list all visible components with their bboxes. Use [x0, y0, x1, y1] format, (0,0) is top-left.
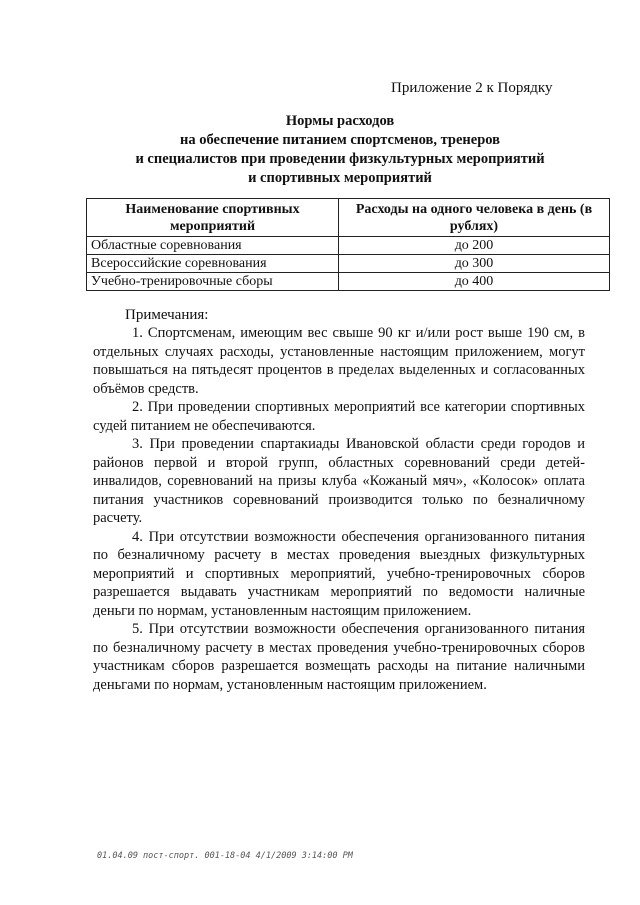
event-name-cell: Областные соревнования [87, 237, 339, 255]
table-row [87, 273, 610, 291]
note-paragraph: 3. При проведении спартакиады Ивановской области среди городов и районов первой и второй групп, областных соревнований среди детей-инвалидов, соревнований на призы клуба «Кожаный мяч», «Колосок» оплата питания участников соревнований производится только по безналичному расчету. [93, 436, 585, 526]
expense-value-cell: до 400 [339, 273, 610, 291]
title-line: Нормы расходов [285, 113, 395, 129]
table-row [87, 255, 610, 273]
note-paragraph: 4. При отсутствии возможности обеспечения организованного питания по безналичному расчету в местах проведения выездных физкультурных мероприятий и спортивных мероприятий, учебно-тренировочных сборов разрешается выдавать участникам мероприятий по ведомости наличные деньги по нормам, установленным настоящим приложением. [93, 528, 585, 619]
appendix-reference: Приложение 2 к Порядку [391, 80, 553, 96]
notes-heading: Примечания: [125, 307, 209, 323]
file-stamp-footer: 01.04.09 пост-спорт. 001-18-04 4/1/2009 3:14:00 PM [97, 851, 353, 861]
notes-list [93, 324, 585, 694]
column-header-event-name: Наименование спортивных мероприятий [87, 199, 339, 237]
note-paragraph: 1. Спортсменам, имеющим вес свыше 90 кг и/или рост выше 190 см, в отдельных случаях расходы, установленные настоящим приложением, могут повышаться на пятьдесят процентов в пределах выделенных и согласованных объёмов средств. [93, 325, 585, 397]
title-line: на обеспечение питанием спортсменов, тренеров [180, 132, 500, 148]
event-name-cell: Всероссийские соревнования [87, 255, 339, 273]
title-line: и специалистов при проведении физкультурных мероприятий [135, 151, 545, 167]
expense-value-cell: до 200 [339, 237, 610, 255]
expense-value-cell: до 300 [339, 255, 610, 273]
column-header-daily-expense: Расходы на одного человека в день (в рублях) [339, 199, 610, 237]
document-title [60, 112, 620, 188]
note-paragraph: 5. При отсутствии возможности обеспечения организованного питания по безналичному расчету в местах проведения учебно-тренировочных сборов участникам сборов разрешается возмещать расходы на питание наличными деньгами по нормам, установленным настоящим приложением. [93, 621, 585, 693]
expense-norms-table [86, 198, 610, 291]
table-header-row [87, 199, 610, 237]
note-paragraph: 2. При проведении спортивных мероприятий все категории спортивных судей питанием не обеспечиваются. [93, 399, 585, 434]
title-line: и спортивных мероприятий [248, 170, 432, 186]
table-row [87, 237, 610, 255]
event-name-cell: Учебно-тренировочные сборы [87, 273, 339, 291]
